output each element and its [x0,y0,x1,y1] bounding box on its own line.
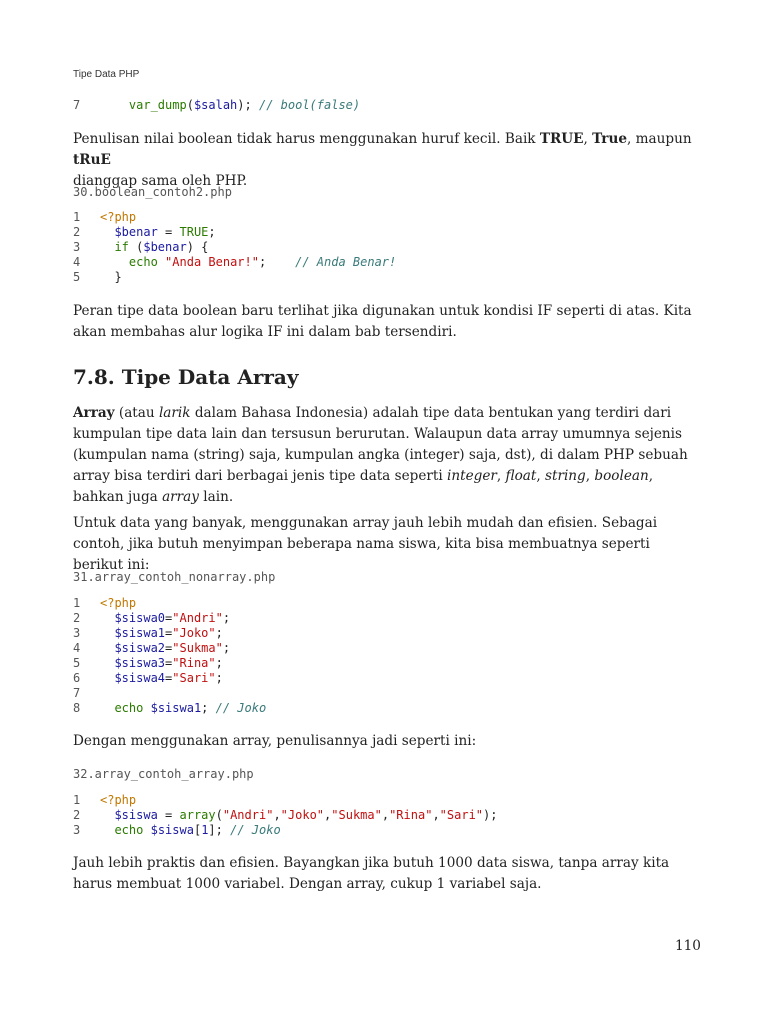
line-number: 4 [73,255,81,269]
code-token [100,98,129,112]
code-text [100,240,208,255]
code-block [73,793,497,838]
code-token: // Anda Benar! [295,255,397,269]
code-token: echo [114,823,144,837]
code-token [100,641,114,655]
line-number: 1 [73,210,81,224]
code-token: $siswa [114,808,158,822]
code-filename: 32.array_contoh_array.php [73,767,254,781]
code-token [100,701,114,715]
line-number: 8 [73,701,81,715]
code-token: echo [114,701,144,715]
code-token: $siswa2 [114,641,166,655]
code-token [100,626,114,640]
code-token [100,240,114,254]
code-line [73,270,396,285]
code-token: , [273,808,281,822]
code-token: ( [215,808,223,822]
code-line [73,210,396,225]
code-token: $siswa3 [114,656,166,670]
code-token: = [157,808,180,822]
code-token: <?php [100,210,137,224]
line-number: 3 [73,626,81,640]
code-line [73,611,266,626]
code-token: ]; [208,823,231,837]
code-line [73,240,396,255]
code-token: $benar [114,225,158,239]
code-line [73,701,266,716]
code-text [100,270,122,285]
code-text [100,255,396,270]
code-token: $siswa1 [114,626,166,640]
code-token: ( [186,98,194,112]
code-token: <?php [100,596,137,610]
code-token: [ [193,823,202,837]
line-number: 7 [73,686,81,700]
code-token: "Joko" [172,626,216,640]
code-line [73,98,360,113]
code-token: "Andri" [172,611,223,625]
paragraph: Penulisan nilai boolean tidak harus menggunakan huruf kecil. Baik TRUE, True, maupun tRuE dianggap sama oleh PHP. [73,131,692,189]
code-token: ); [483,808,498,822]
code-line [73,626,266,641]
line-number: 5 [73,656,81,670]
code-token: ); [237,98,259,112]
code-text [100,611,230,626]
running-header: Tipe Data PHP [73,69,140,80]
code-token: ; [215,626,223,640]
line-number: 2 [73,808,81,822]
code-token: = [165,641,173,655]
code-token: $benar [143,240,187,254]
code-token [158,255,165,269]
line-number: 4 [73,641,81,655]
code-line [73,641,266,656]
code-line [73,656,266,671]
code-token: <?php [100,793,137,807]
code-line [73,671,266,686]
code-token: "Sari" [439,808,484,822]
code-token: , [324,808,332,822]
code-token: ; [258,255,296,269]
code-token: $siswa [150,823,194,837]
paragraph: Jauh lebih praktis dan efisien. Bayangkan jika butuh 1000 data siswa, tanpa array kita harus membuat 1000 variabel. Dengan array, cukup 1 variabel saja. [73,855,670,892]
line-number: 1 [73,596,81,610]
code-token: "Joko" [280,808,325,822]
code-token: , [432,808,440,822]
paragraph: Peran tipe data boolean baru terlihat jika digunakan untuk kondisi IF seperti di atas. Kita akan membahas alur logika IF ini dalam bab tersendiri. [73,303,692,340]
code-token [100,225,114,239]
code-token: ; [222,641,231,655]
code-line [73,596,266,611]
code-filename: 31.array_contoh_nonarray.php [73,570,276,584]
code-token: // Joko [230,823,281,837]
section-heading: 7.8. Tipe Data Array [73,365,299,389]
code-token: ; [215,671,223,685]
code-token: $salah [193,98,238,112]
code-token: var_dump [128,98,187,112]
code-token: if [114,240,129,254]
code-token: echo [128,255,158,269]
code-line [73,225,396,240]
code-token: = [165,656,173,670]
code-line [73,823,497,838]
page-number: 110 [675,938,701,954]
code-text [100,98,360,113]
line-number: 5 [73,270,81,284]
code-block [73,596,266,716]
code-block [73,210,396,285]
code-token: ; [201,701,216,715]
code-text [100,793,136,808]
code-line [73,686,266,701]
code-token [143,823,150,837]
code-token: = [165,611,173,625]
code-text [100,701,266,716]
code-line [73,808,497,823]
code-token [100,823,114,837]
code-token: "Sukma" [172,641,223,655]
code-line [73,793,497,808]
code-token [100,611,114,625]
code-token: "Rina" [172,656,216,670]
code-token: "Anda Benar!" [165,255,259,269]
code-token: $siswa1 [150,701,202,715]
paragraph: Array (atau larik dalam Bahasa Indonesia) adalah tipe data bentukan yang terdiri dari kumpulan tipe data lain dan tersusun berurutan. Walaupun data array umumnya sejenis (kumpulan nama (string) saja, kumpulan angka (integer) saja, dst), di dalam PHP sebuah array bisa terdiri dari berbagai jenis tipe data seperti integer, float, string, boolean, bahkan juga array lain. [73,405,688,505]
code-token [143,701,150,715]
code-token: 1 [201,823,209,837]
code-filename: 30.boolean_contoh2.php [73,185,232,199]
paragraph: Dengan menggunakan array, penulisannya jadi seperti ini: [73,733,477,749]
code-token: = [165,626,173,640]
code-text [100,671,223,686]
code-token: ; [222,611,231,625]
code-token: ( [128,240,144,254]
code-token: ; [215,656,223,670]
code-token [100,656,114,670]
code-token [100,808,114,822]
code-token: // Joko [215,701,267,715]
line-number: 1 [73,793,81,807]
code-token [100,671,114,685]
code-line [73,255,396,270]
code-token: "Rina" [389,808,433,822]
code-token: "Andri" [222,808,274,822]
line-number: 2 [73,225,81,239]
code-token: array [179,808,216,822]
code-token: ) { [186,240,209,254]
code-token: , [381,808,390,822]
code-text [100,626,223,641]
code-token: "Sukma" [331,808,382,822]
code-text [100,225,216,240]
code-text [100,641,230,656]
code-token [100,255,129,269]
line-number: 2 [73,611,81,625]
code-token: "Sari" [172,671,216,685]
code-token: // bool(false) [258,98,361,112]
code-token: } [100,270,122,284]
code-token: $siswa4 [114,671,166,685]
code-block [73,98,360,113]
line-number: 3 [73,823,81,837]
code-token: ; [208,225,216,239]
code-text [100,210,136,225]
code-text [100,596,136,611]
code-token: TRUE [179,225,209,239]
line-number: 3 [73,240,81,254]
paragraph: Untuk data yang banyak, menggunakan array jauh lebih mudah dan efisien. Sebagai contoh, jika butuh menyimpan beberapa nama siswa, kita bisa membuatnya seperti berikut ini: [73,515,658,573]
line-number: 6 [73,671,81,685]
code-token: = [165,671,173,685]
code-text [100,656,223,671]
code-text [100,823,281,838]
code-text [100,808,497,823]
line-number: 7 [73,98,81,112]
code-token: $siswa0 [114,611,166,625]
code-token: = [157,225,180,239]
